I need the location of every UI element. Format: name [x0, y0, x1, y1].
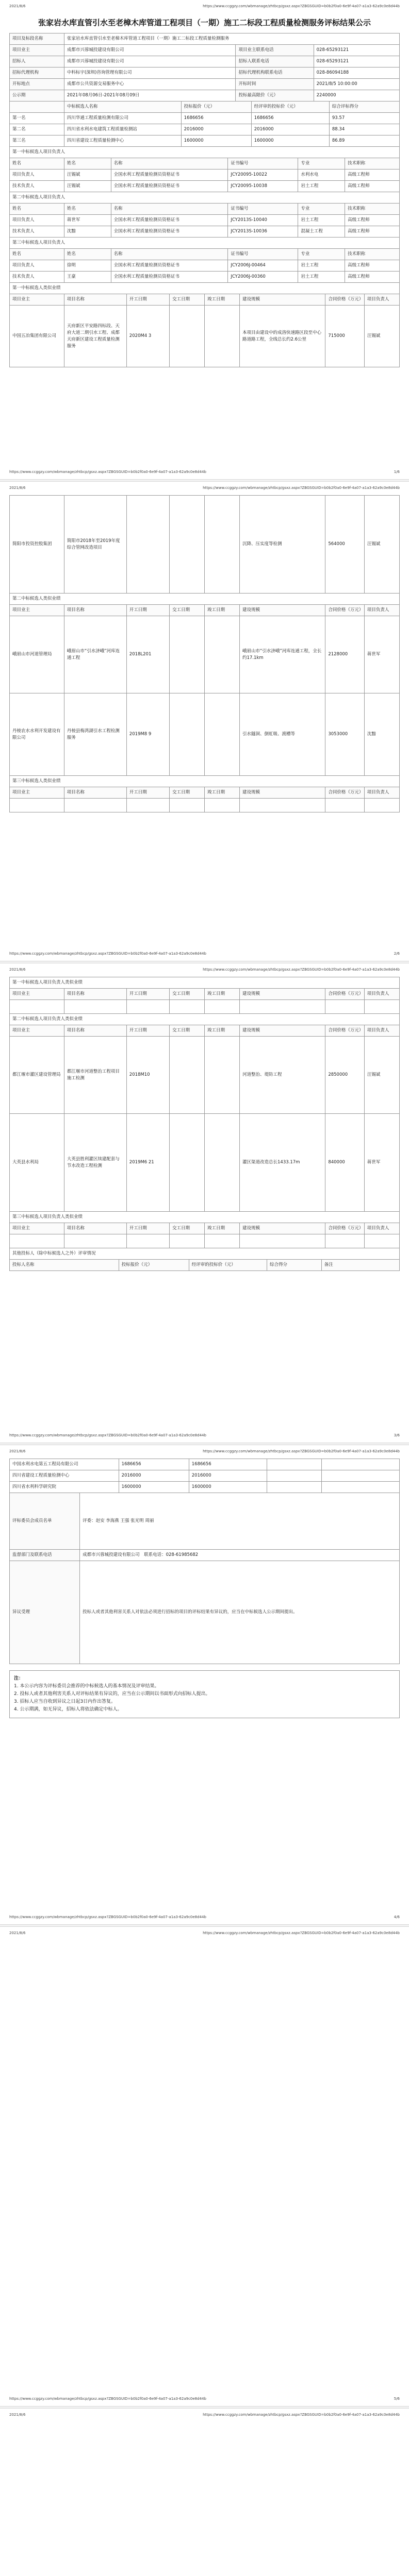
page-number: 4/6: [394, 1915, 400, 1919]
page-footer: https://www.ccggzy.com/wbmanage/zhtbcp/gsxz.aspx?ZBGSGUID=b0b2f0a0-6e9f-4a07-a1a3-62a9c0e8d44b 1/6: [9, 470, 400, 474]
ranking-col-evaluated: 经评审的投标价（元）: [251, 101, 329, 113]
table-row: 技术负责人 沈黯 全国水利工程质量检测员资格证书 JCY2013S-10036 混凝土工程 高级工程师: [10, 226, 400, 238]
section-title: 第一中标候选人项目负责人: [10, 147, 400, 158]
proxy-phone-value: 028-86094188: [314, 67, 399, 79]
objection-text: 投标人或者其他利害关系人对依法必须进行招标的项目的评标结果有异议的，应当在中标候选人公示期间提出。: [80, 1561, 400, 1664]
limit-label: 投标最高限价（元）: [236, 90, 314, 101]
agent-label: 招标人: [10, 56, 64, 67]
page-1: [0, 0, 409, 479]
ranking-col-name: 中标候选人名称: [64, 101, 181, 113]
table-row: 第三名 四川省建设工程质量检测中心 1600000 1600000 86.89: [10, 135, 400, 147]
table-row: 项目负责人 汪锡斌 全国水利工程质量检测员资格证书 JCY20095-10022 水利水电 高级工程师: [10, 170, 400, 181]
table-row: 第二名 四川省水利水电建筑工程质量检测站 2016000 2016000 88.34: [10, 124, 400, 135]
table-row: 峨眉山市河道管理局 峨眉山市“引水济峨”河库连通工程 2018L201 峨眉山市“引水济峨”河库连通工程，全长约17.1km 2128000 蒋世军: [10, 616, 400, 693]
table-row: 项目负责人 徐明 全国水利工程质量检测员资格证书 JCY2006J-00464 岩土工程 高级工程师: [10, 260, 400, 272]
ranking-table: [9, 101, 400, 147]
project-name-value: 张家岩水库直管引水至老樟木库管道工程项目（一期）施工二标段工程质量检测服务: [64, 33, 399, 45]
proxy-value: 中科标宇(深圳)咨询管理有限公司: [64, 67, 236, 79]
project-name-label: 项目及标段名称: [10, 33, 64, 45]
other-bidders-table: [9, 1459, 400, 1493]
owner-phone-label: 项目业主联系电话: [236, 45, 314, 56]
owner-value: 成都市兴蓉城投建设有限公司: [64, 45, 236, 56]
page-header: 2021/8/6 https://www.ccggzy.com/wbmanage/zhtbcp/gsxz.aspx?ZBGSGUID=b0b2f0a0-6e9f-4a07-a1a3-62a9c0e8d44b: [9, 2413, 400, 2417]
table-row: 简阳市投资控股集团 简阳市2018年至2019年度综合管网改造项目 沉降、压实度等检测 564000 汪锡斌: [10, 496, 400, 594]
page-footer: https://www.ccggzy.com/wbmanage/zhtbcp/gsxz.aspx?ZBGSGUID=b0b2f0a0-6e9f-4a07-a1a3-62a9c0e8d44b 3/6: [9, 1433, 400, 1437]
page-4: [0, 1445, 409, 1924]
page-header: [9, 4, 400, 8]
print-date: 2021/8/6: [9, 4, 26, 8]
section-title: 第二中标候选人项目负责人类似业绩: [10, 1014, 400, 1025]
page-number: 5/6: [394, 2397, 400, 2401]
page-number: 1/6: [394, 470, 400, 474]
review-table: 评标委员会成员名单 评委：赵安 李海燕 王强 张光明 周丽 监督部门及联系电话 成都市兴蓉城投建设有限公司 联系电话：028-61985682 异议受理 投标人或者其他利害关系人对依法必须进行招标的项目的评标结果有异议的，应当在中标候选人公示期间提出。: [9, 1493, 400, 1664]
page-header: 2021/8/6 https://www.ccggzy.com/wbmanage/zhtbcp/gsxz.aspx?ZBGSGUID=b0b2f0a0-6e9f-4a07-a1a3-62a9c0e8d44b: [9, 486, 400, 490]
time-value: 2021/8/5 10:00:00: [314, 79, 399, 90]
mgr1-table: 第一中标候选人项目负责人 姓名 姓名 名称 证书编号 专业 技术职称 项目负责人 汪锡斌 全国水利工程质量检测员资格证书 JCY20095-10022 水利水电 高级工程师 技术负责人 汪锡斌 全国水利工程质量检测员资格证书 JCY20095-10038 岩土工程 高级工程师 第二中标候选人项目负责人 姓名 姓名 名称 证书编号 专业 技术职称 项目负责人 蒋世军 全国水利工程质量检测员资格证书 JCY2013S-10040 岩土工程 高级工程师 技术负责人 沈黯 全国水利工程质量检测员资格证书 JCY2013S-10036 混凝土工程 高级工程师 第三中标候选人项目负责人 姓名 姓名 名称 证书编号 专业 技术职称 项目负责人 徐明 全国水利工程质量检测员资格证书 JCY2006J-00464 岩土工程 高级工程师 技术负责人 王豪 全国水利工程质量检测员资格证书 JCY2006J-00360 岩土工程 高级工程师 第一中标候选人类似业绩: [9, 146, 400, 294]
page-number: 2/6: [394, 952, 400, 956]
agent-value: 成都市兴蓉城投建设有限公司: [64, 56, 236, 67]
table-row: 大英县水利局 大英县胜利灌区续建配套与节水改造工程检测 2019M6 21 灌区渠道改造总长1433.17m 840000 蒋世军: [10, 1114, 400, 1212]
section-title: 第三中标候选人类似业绩: [10, 776, 400, 787]
committee-members: 评委：赵安 李海燕 王强 张光明 周丽: [80, 1493, 400, 1550]
owner-label: 项目业主: [10, 45, 64, 56]
committee-label: 评标委员会成员名单: [10, 1493, 80, 1550]
owner-phone-value: 028-65293121: [314, 45, 399, 56]
table-row: 四川省建设工程质量检测中心 2016000 2016000: [10, 1470, 400, 1482]
table-row: 项目负责人 蒋世军 全国水利工程质量检测员资格证书 JCY2013S-10040 岩土工程 高级工程师: [10, 215, 400, 226]
table-row: 技术负责人 汪锡斌 全国水利工程质量检测员资格证书 JCY20095-10038 岩土工程 高级工程师: [10, 181, 400, 192]
project-info-table: [9, 33, 400, 101]
perf1-table-a: 项目业主 项目名称 开工日期 交工日期 竣工日期 建设规模 合同价格（万元） 项目负责人 中国五冶集团有限公司 天府新区平安路四标段、天府大道二期引水工程、成都天府新区建设工程质量检测服务 2020M4 3 本项目由建设中的成洛快速路区段至中心路道路工程，全线总长约2.6公里 715000 汪锡斌: [9, 294, 400, 367]
section-title: 第一中标候选人项目负责人类似业绩: [10, 977, 400, 989]
ranking-col-bid: 投标报价（元）: [181, 101, 251, 113]
page-3: [0, 963, 409, 1443]
print-url: https://www.ccggzy.com/wbmanage/zhtbcp/gsxz.aspx?ZBGSGUID=b0b2f0a0-6e9f-4a07-a1a3-62a9c0e8d44b: [203, 4, 400, 8]
place-value: 成都市公共资源交易服务中心: [64, 79, 236, 90]
table-row: 中国五冶集团有限公司 天府新区平安路四标段、天府大道二期引水工程、成都天府新区建设工程质量检测服务 2020M4 3 本项目由建设中的成洛快速路区段至中心路道路工程，全线总长约2.6公里 715000 汪锡斌: [10, 306, 400, 367]
period-label: 公示期: [10, 90, 64, 101]
table-row: 中国水利水电第五工程局有限公司 1686656 1686656: [10, 1459, 400, 1470]
agent-phone-label: 招标人联系电话: [236, 56, 314, 67]
agent-phone-value: 028-65293121: [314, 56, 399, 67]
ranking-col-score: 综合评标得分: [329, 101, 399, 113]
place-label: 开标地点: [10, 79, 64, 90]
objection-label: 异议受理: [10, 1561, 80, 1664]
page-title: 张家岩水库直管引水至老樟木库管道工程项目（一期）施工二标段工程质量检测服务评标结果公示: [38, 18, 371, 27]
table-row: 丹棱农水水利开发建设有限公司 丹棱县梅湾湖引水工程检测服务 2019M8 9 引水隧洞、倒虹吸、渡槽等 3053000 沈黯: [10, 693, 400, 776]
section-title: 第一中标候选人类似业绩: [10, 283, 400, 294]
perf1-table-b: 简阳市投资控股集团 简阳市2018年至2019年度综合管网改造项目 沉降、压实度等检测 564000 汪锡斌 第二中标候选人类似业绩 项目业主 项目名称 开工日期 交工日期 竣工日期 建设规模 合同价格（万元） 项目负责人 峨眉山市河道管理局 峨眉山市“引水济峨”河库连通工程 2018L201 峨眉山市“引水济峨”河库连通工程，全长约17.1km 2128000 蒋世军 丹棱农水水利开发建设有限公司 丹棱县梅湾湖引水工程检测服务 2019M8 9 引水隧洞、倒虹吸、渡槽等 3053000 沈黯 第三中标候选人类似业绩 项目业主 项目名称 开工日期 交工日期 竣工日期 建设规模 合同价格（万元） 项目负责人: [9, 495, 400, 812]
page-header: 2021/8/6 https://www.ccggzy.com/wbmanage/zhtbcp/gsxz.aspx?ZBGSGUID=b0b2f0a0-6e9f-4a07-a1a3-62a9c0e8d44b: [9, 968, 400, 972]
notes-block: 注： 1. 本公示内容为评标委员会推荐的中标候选人的基本情况及评审结果。 2. 投标人或者其他利害关系人对评标结果有异议的，应当在公示期间以书面形式向招标人提出。 3. 招标人应当自收到异议之日起3日内作出答复。 4. 公示期满，如无异议，招标人将依法确定中标人。: [9, 1670, 400, 1718]
other-bidders-header: 投标人名称 投标报价（元） 经评审的投标价（元） 综合得分 备注: [9, 1259, 400, 1271]
section-title: 第二中标候选人项目负责人: [10, 192, 400, 204]
period-value: 2021年08月06日-2021年08月09日: [64, 90, 236, 101]
page-header: 2021/8/6 https://www.ccggzy.com/wbmanage/zhtbcp/gsxz.aspx?ZBGSGUID=b0b2f0a0-6e9f-4a07-a1a3-62a9c0e8d44b: [9, 1931, 400, 1935]
section-title: 第三中标候选人项目负责人: [10, 238, 400, 249]
page-footer: https://www.ccggzy.com/wbmanage/zhtbcp/gsxz.aspx?ZBGSGUID=b0b2f0a0-6e9f-4a07-a1a3-62a9c0e8d44b 5/6: [9, 2397, 400, 2401]
table-row: 都江堰市灌区建设管理局 都江堰市河道整治工程项目施工检测 2018M10 河道整治、堤防工程 2850000 汪锡斌: [10, 1037, 400, 1114]
time-label: 开标时间: [236, 79, 314, 90]
page-2: [0, 482, 409, 961]
page-footer: https://www.ccggzy.com/wbmanage/zhtbcp/gsxz.aspx?ZBGSGUID=b0b2f0a0-6e9f-4a07-a1a3-62a9c0e8d44b 4/6: [9, 1915, 400, 1919]
page-6: [0, 2409, 409, 2576]
supervise-label: 监督部门及联系电话: [10, 1550, 80, 1561]
table-row: 四川省水利科学研究院 1600000 1600000: [10, 1482, 400, 1493]
page-header: 2021/8/6 https://www.ccggzy.com/wbmanage/zhtbcp/gsxz.aspx?ZBGSGUID=b0b2f0a0-6e9f-4a07-a1a3-62a9c0e8d44b: [9, 1449, 400, 1453]
page-footer: https://www.ccggzy.com/wbmanage/zhtbcp/gsxz.aspx?ZBGSGUID=b0b2f0a0-6e9f-4a07-a1a3-62a9c0e8d44b 2/6: [9, 952, 400, 956]
perf3-table: 第一中标候选人项目负责人类似业绩 项目业主 项目名称 开工日期 交工日期 竣工日期 建设规模 合同价格（万元） 项目负责人 第二中标候选人项目负责人类似业绩 项目业主 项目名称 开工日期 交工日期 竣工日期 建设规模 合同价格（万元） 项目负责人 都江堰市灌区建设管理局 都江堰市河道整治工程项目施工检测 2018M10 河道整治、堤防工程 2850000 汪锡斌 大英县水利局 大英县胜利灌区续建配套与节水改造工程检测 2019M6 21 灌区渠道改造总长1433.17m 840000 蒋世军 第三中标候选人项目负责人类似业绩 项目业主 项目名称 开工日期 交工日期 竣工日期 建设规模 合同价格（万元） 项目负责人 其他投标人（除中标候选人之外）评审情况: [9, 977, 400, 1260]
proxy-phone-label: 招标代理机构联系电话: [236, 67, 314, 79]
limit-value: 2240000: [314, 90, 399, 101]
section-title: 其他投标人（除中标候选人之外）评审情况: [10, 1248, 400, 1260]
page-number: 3/6: [394, 1433, 400, 1437]
section-title: 第二中标候选人类似业绩: [10, 594, 400, 605]
section-title: 第三中标候选人项目负责人类似业绩: [10, 1212, 400, 1223]
proxy-label: 招标代理机构: [10, 67, 64, 79]
table-row: 第一名 四川华通工程质量检测有限公司 1686656 1686656 93.57: [10, 113, 400, 124]
page-5: [0, 1927, 409, 2406]
table-row: 技术负责人 王豪 全国水利工程质量检测员资格证书 JCY2006J-00360 岩土工程 高级工程师: [10, 272, 400, 283]
